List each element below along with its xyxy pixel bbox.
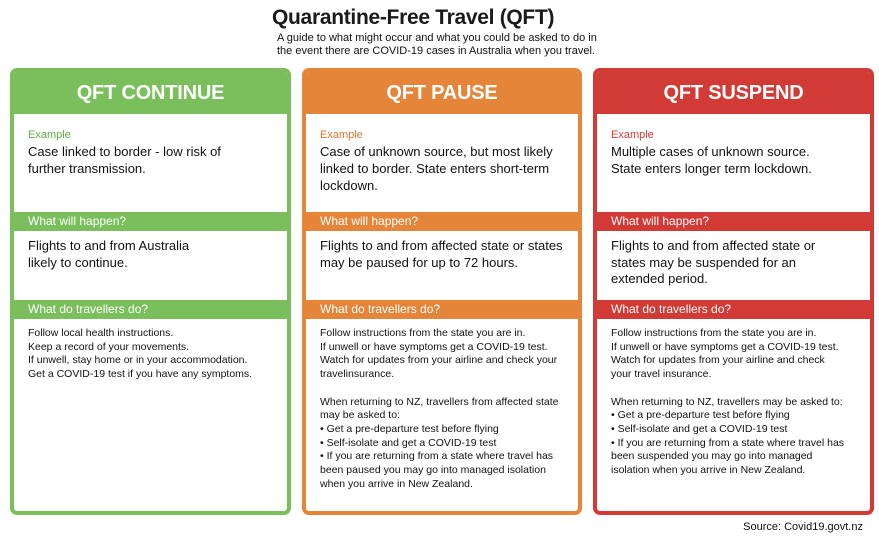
- happen-line: Flights to and from Australia: [28, 238, 190, 253]
- example-section: [597, 114, 870, 212]
- what-will-happen-text: [306, 231, 578, 300]
- travellers-do-text: [14, 319, 287, 382]
- do-line: been suspended you may go into managed: [611, 450, 813, 463]
- do-line: travelinsurance.: [320, 368, 395, 381]
- travellers-do-text: [597, 319, 870, 478]
- do-line: Follow local health instructions.: [28, 327, 174, 339]
- happen-line: may be paused for up to 72 hours.: [320, 254, 519, 270]
- happen-line: likely to continue.: [28, 254, 128, 270]
- panel-heading: QFT PAUSE: [306, 72, 578, 114]
- example-line: State enters longer term lockdown.: [611, 161, 812, 176]
- subtitle-line: A guide to what might occur and what you could be asked to do in: [277, 32, 597, 44]
- source-credit: Source: Covid19.govt.nz: [743, 521, 863, 533]
- example-line: linked to border. State enters short-term: [320, 161, 550, 176]
- panel-qft-pause: [302, 68, 582, 515]
- example-section: [14, 114, 287, 212]
- what-do-travellers-do-bar: What do travellers do?: [306, 300, 578, 319]
- do-bullet: • Self-isolate and get a COVID-19 test: [320, 436, 497, 449]
- what-will-happen-bar: What will happen?: [597, 212, 870, 231]
- do-line: may be asked to:: [320, 409, 400, 422]
- what-will-happen-bar: What will happen?: [14, 212, 287, 231]
- example-line: lockdown.: [320, 178, 378, 193]
- what-will-happen-text: [14, 231, 287, 300]
- do-line: been paused you may go into managed isolation: [320, 464, 546, 477]
- spacer: [611, 382, 860, 396]
- do-line: When returning to NZ, travellers may be asked to:: [611, 395, 843, 408]
- panel-heading: QFT SUSPEND: [597, 72, 870, 114]
- do-line: your travel insurance.: [611, 368, 712, 381]
- happen-line: extended period.: [611, 271, 708, 286]
- happen-line: Flights to and from affected state or: [611, 238, 816, 253]
- example-text: [28, 143, 275, 177]
- panel-qft-continue: [10, 68, 291, 515]
- do-line: If unwell or have symptoms get a COVID-19 test.: [320, 340, 548, 353]
- happen-line: Flights to and from affected state or states: [320, 238, 563, 253]
- do-line: If unwell or have symptoms get a COVID-19 test.: [611, 340, 839, 353]
- example-label: Example: [611, 129, 654, 141]
- example-text: [611, 143, 858, 177]
- what-do-travellers-do-bar: What do travellers do?: [597, 300, 870, 319]
- panel-qft-suspend: [593, 68, 874, 515]
- do-line: When returning to NZ, travellers from affected state: [320, 395, 559, 408]
- happen-line: states may be suspended for an: [611, 254, 797, 270]
- travellers-do-text: [306, 319, 578, 491]
- example-label: Example: [320, 129, 363, 141]
- panel-heading: QFT CONTINUE: [14, 72, 287, 114]
- do-line: Follow instructions from the state you are in.: [320, 327, 526, 339]
- example-line: Case of unknown source, but most likely: [320, 144, 553, 159]
- what-will-happen-text: [597, 231, 870, 300]
- do-line: Watch for updates from your airline and check your: [320, 354, 558, 367]
- do-line: Watch for updates from your airline and check: [611, 354, 825, 367]
- spacer: [320, 382, 568, 396]
- do-line: Get a COVID-19 test if you have any symptoms.: [28, 368, 253, 381]
- example-label: Example: [28, 129, 71, 141]
- do-bullet: • If you are returning from a state where travel has: [320, 450, 554, 463]
- what-do-travellers-do-bar: What do travellers do?: [14, 300, 287, 319]
- do-line: isolation when you arrive in New Zealand.: [611, 464, 806, 477]
- do-bullet: • Get a pre-departure test before flying: [611, 409, 790, 422]
- do-line: If unwell, stay home or in your accommodation.: [28, 354, 248, 367]
- do-bullet: • Get a pre-departure test before flying: [320, 422, 499, 435]
- what-will-happen-bar: What will happen?: [306, 212, 578, 231]
- example-text: [320, 143, 566, 194]
- do-bullet: • Self-isolate and get a COVID-19 test: [611, 422, 788, 435]
- page-title: Quarantine-Free Travel (QFT): [272, 6, 555, 29]
- do-line: when you arrive in New Zealand.: [320, 477, 473, 490]
- example-line: Multiple cases of unknown source.: [611, 144, 810, 159]
- do-line: Follow instructions from the state you are in.: [611, 327, 817, 339]
- example-section: [306, 114, 578, 212]
- do-bullet: • If you are returning from a state where travel has: [611, 436, 845, 449]
- subtitle-line: the event there are COVID-19 cases in Australia when you travel.: [277, 45, 595, 57]
- page-subtitle: [277, 32, 637, 58]
- do-line: Keep a record of your movements.: [28, 340, 190, 353]
- example-line: Case linked to border - low risk of: [28, 144, 221, 159]
- example-line: further transmission.: [28, 161, 146, 176]
